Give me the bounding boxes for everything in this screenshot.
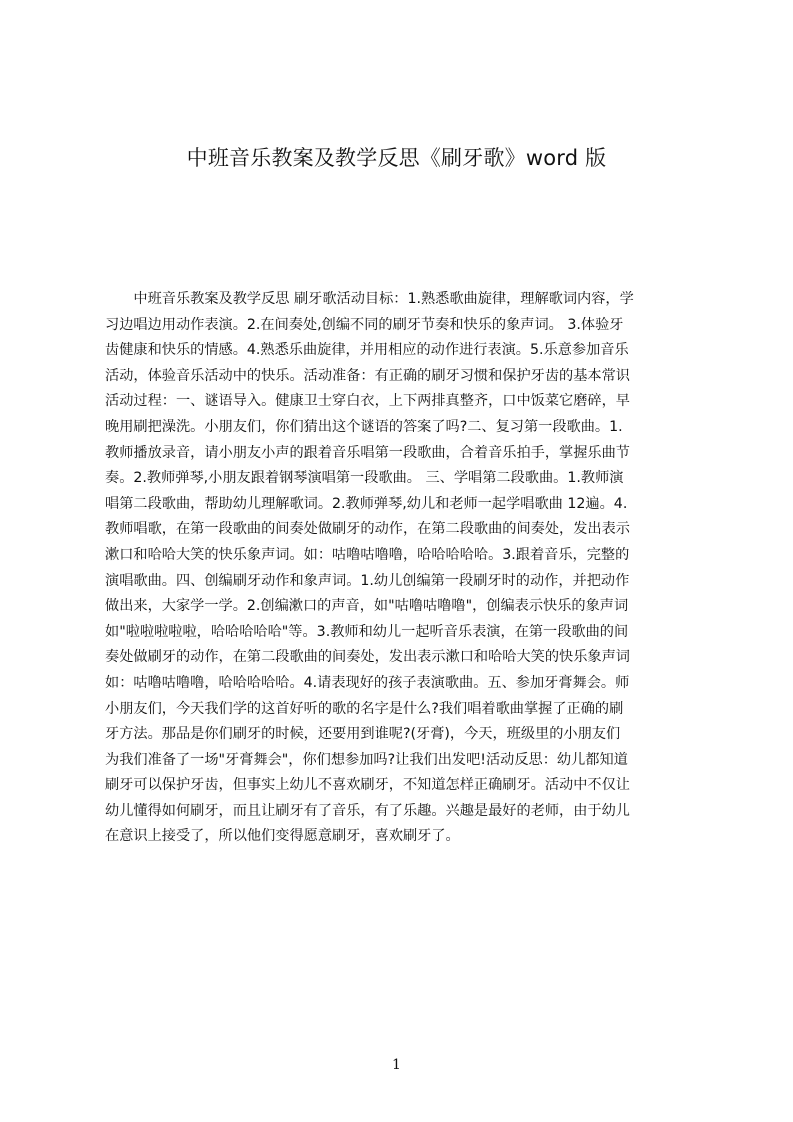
body-line: 教师播放录音，请小朋友小声的跟着音乐唱第一段歌曲，合着音乐拍手，掌握乐曲节 xyxy=(105,444,630,461)
document-body xyxy=(105,287,699,887)
body-line: 小朋友们，今天我们学的这首好听的歌的名字是什么?我们唱着歌曲掌握了正确的刷 xyxy=(105,700,624,717)
body-line: 奏处做刷牙的动作，在第二段歌曲的间奏处，发出表示漱口和哈哈大笑的快乐象声词 xyxy=(105,649,630,666)
body-line: 刷牙可以保护牙齿，但事实上幼儿不喜欢刷牙，不知道怎样正确刷牙。活动中不仅让 xyxy=(105,777,630,794)
body-line: 习边唱边用动作表演。2.在间奏处,创编不同的刷牙节奏和快乐的象声词。 3.体验牙 xyxy=(105,316,624,333)
body-line: 如"啦啦啦啦啦，哈哈哈哈哈"等。3.教师和幼儿一起听音乐表演，在第一段歌曲的间 xyxy=(105,623,629,640)
body-line: 唱第二段歌曲，帮助幼儿理解歌词。2.教师弹琴,幼儿和老师一起学唱歌曲 12遍。4. xyxy=(105,495,628,512)
body-line: 齿健康和快乐的情感。4.熟悉乐曲旋律，并用相应的动作进行表演。5.乐意参加音乐 xyxy=(105,342,629,359)
body-line: 奏。2.教师弹琴,小朋友跟着钢琴演唱第一段歌曲。 三、学唱第二段歌曲。1.教师演 xyxy=(105,470,624,487)
body-line: 在意识上接受了，所以他们变得愿意刷牙，喜欢刷牙了。 xyxy=(105,828,460,845)
body-line: 教师唱歌，在第一段歌曲的间奏处做刷牙的动作，在第二段歌曲的间奏处，发出表示 xyxy=(105,521,630,538)
page-number: 1 xyxy=(392,1057,401,1073)
body-line: 漱口和哈哈大笑的快乐象声词。如：咕噜咕噜噜，哈哈哈哈哈。3.跟着音乐，完整的 xyxy=(105,546,630,563)
document-title: 中班音乐教案及教学反思《刷牙歌》word 版 xyxy=(186,146,607,170)
body-line: 晚用刷把澡洗。小朋友们，你们猜出这个谜语的答案了吗?二、复习第一段歌曲。1. xyxy=(105,418,623,435)
body-line: 演唱歌曲。四、创编刷牙动作和象声词。1.幼儿创编第一段刷牙时的动作，并把动作 xyxy=(105,572,630,589)
body-line: 牙方法。那品是你们刷牙的时候，还要用到谁呢?(牙膏)，今天，班级里的小朋友们 xyxy=(105,726,621,743)
body-line: 幼儿懂得如何刷牙，而且让刷牙有了音乐，有了乐趣。兴趣是最好的老师，由于幼儿 xyxy=(105,802,630,819)
body-line: 如：咕噜咕噜噜，哈哈哈哈哈。4.请表现好的孩子表演歌曲。五、参加牙膏舞会。师 xyxy=(105,674,630,691)
body-line: 中班音乐教案及教学反思 刷牙歌活动目标：1.熟悉歌曲旋律，理解歌词内容，学 xyxy=(105,291,634,307)
body-line: 为我们准备了一场"牙膏舞会"，你们想参加吗?让我们出发吧!活动反思：幼儿都知道 xyxy=(105,751,628,768)
body-line: 活动过程：一、谜语导入。健康卫士穿白衣，上下两排真整齐，口中饭菜它磨碎，早 xyxy=(105,393,630,410)
body-line: 做出来，大家学一学。2.创编漱口的声音，如"咕噜咕噜噜"，创编表示快乐的象声词 xyxy=(105,598,629,615)
body-line: 活动，体验音乐活动中的快乐。活动准备：有正确的刷牙习惯和保护牙齿的基本常识 xyxy=(105,367,630,384)
